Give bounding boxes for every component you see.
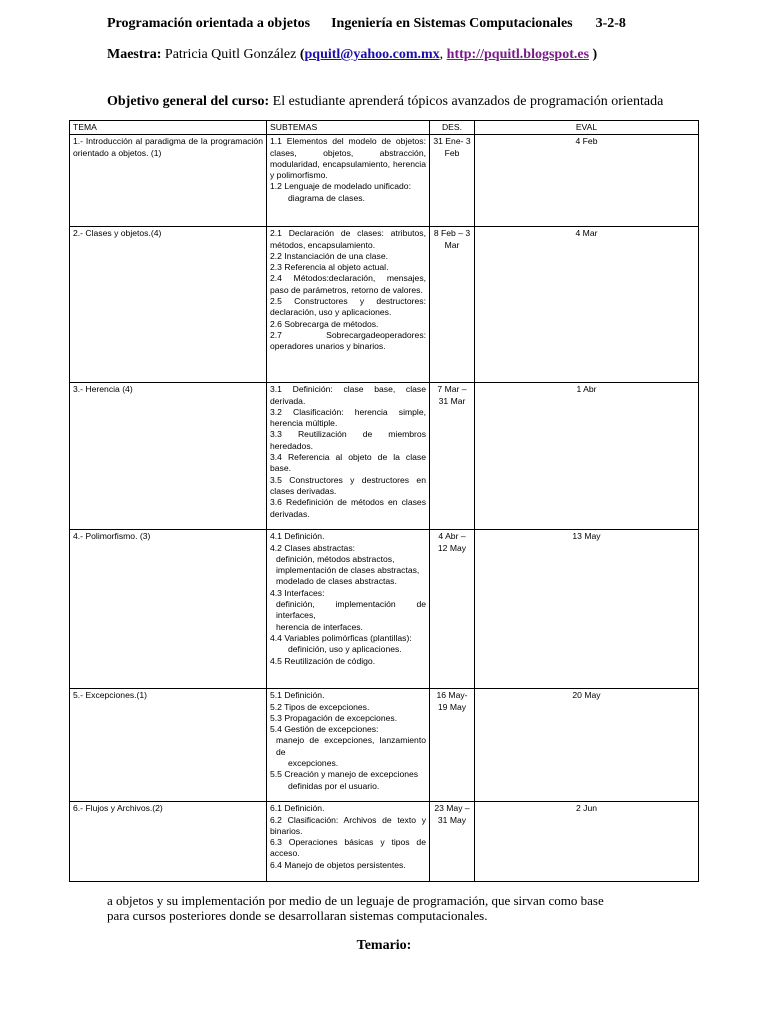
subtema-item: 5.4 Gestión de excepciones: <box>270 724 379 735</box>
teacher-line: Maestra: Patricia Quitl González (pquitl@yahoo.com.mx, http://pquitl.blogspot.es ) <box>107 47 598 62</box>
row-eval: 13 May <box>475 530 699 689</box>
objective-text-start: El estudiante aprenderá tópicos avanzados de programación orientada <box>272 94 664 109</box>
subtema-item: manejo de excepciones, lanzamiento de <box>276 735 426 757</box>
email-link[interactable]: pquitl@yahoo.com.mx <box>304 47 440 62</box>
table-row <box>70 135 699 227</box>
row-eval: 20 May <box>475 689 699 802</box>
row-tema: 4.- Polimorfismo. (3) <box>70 530 267 689</box>
header-des: DES. <box>430 121 475 135</box>
subtema-item: 6.4 Manejo de objetos persistentes. <box>270 859 406 870</box>
subtema-item: 1.2 Lenguaje de modelado unificado: <box>270 181 411 192</box>
subtema-item: definidas por el usuario. <box>288 780 380 791</box>
subtema-item: 6.2 Clasificación: Archivos de texto y binarios. <box>270 814 426 836</box>
row-tema: 1.- Introducción al paradigma de la programación orientado a objetos. (1) <box>70 135 267 227</box>
subtema-item: 2.2 Instanciación de una clase. <box>270 250 389 261</box>
subtema-item: 2.1 Declaración de clases: atributos, métodos, encapsulamiento. <box>270 228 426 250</box>
subtema-item: 2.7 Sobrecargadeoperadores: operadores unarios y binarios. <box>270 329 426 352</box>
subtema-item: 4.4 Variables polimórficas (plantillas): <box>270 632 412 643</box>
subtema-item: definición, implementación de interfaces, <box>276 599 426 621</box>
table-row <box>70 802 699 882</box>
table-header-row <box>70 121 699 135</box>
row-eval: 2 Jun <box>475 802 699 882</box>
row-tema: 3.- Herencia (4) <box>70 383 267 530</box>
subtema-item: 3.1 Definición: clase base, clase derivada. <box>270 384 426 406</box>
subtema-item: 1.1 Elementos del modelo de objetos: clases, objetos, abstracción, modularidad, encapsulamiento, herencia y polimorfismo. <box>270 136 426 181</box>
row-des: 23 May – 31 May <box>430 802 475 882</box>
subtema-item: 3.4 Referencia al objeto de la clase base. <box>270 452 426 474</box>
subtema-item: 3.5 Constructores y destructores en clases derivadas. <box>270 474 426 496</box>
table-row <box>70 530 699 689</box>
row-des: 8 Feb – 3 Mar <box>430 227 475 383</box>
objective-line <box>107 94 663 110</box>
row-subtemas <box>267 530 430 689</box>
objective-text-line: para cursos posteriores donde se desarrollaran sistemas computacionales. <box>107 908 488 923</box>
subtema-item: 5.3 Propagación de excepciones. <box>270 712 398 723</box>
subtema-item: 3.6 Redefinición de métodos en clases derivadas. <box>270 497 426 519</box>
course-schedule-table <box>69 120 699 882</box>
header-subtemas: SUBTEMAS <box>267 121 430 135</box>
objective-continuation <box>107 893 691 923</box>
career-name: Ingeniería en Sistemas Computacionales <box>331 16 573 31</box>
objective-label: Objetivo general del curso: <box>107 94 270 109</box>
subtema-item: modelado de clases abstractas. <box>276 576 397 587</box>
row-subtemas <box>267 383 430 530</box>
header-tema: TEMA <box>70 121 267 135</box>
subtema-item: 3.2 Clasificación: herencia simple, herencia múltiple. <box>270 406 426 429</box>
table-row <box>70 227 699 383</box>
subtema-item: 2.6 Sobrecarga de métodos. <box>270 318 379 329</box>
subtema-item: definición, uso y aplicaciones. <box>288 644 402 655</box>
table-row <box>70 689 699 802</box>
subtema-item: 4.3 Interfaces: <box>270 587 325 598</box>
subtema-item: 4.2 Clases abstractas: <box>270 542 356 553</box>
table-row <box>70 383 699 530</box>
subtema-item: 2.4 Métodos:declaración, mensajes, paso de parámetros, retorno de valores. <box>270 273 426 295</box>
row-eval: 4 Feb <box>475 135 699 227</box>
subtema-item: herencia de interfaces. <box>276 621 363 632</box>
subtema-item: 5.2 Tipos de excepciones. <box>270 701 370 712</box>
row-tema: 6.- Flujos y Archivos.(2) <box>70 802 267 882</box>
teacher-name: Patricia Quitl González <box>164 47 297 62</box>
row-subtemas <box>267 802 430 882</box>
course-credits: 3-2-8 <box>595 16 626 31</box>
subtema-item: 3.3 Reutilización de miembros heredados. <box>270 429 426 451</box>
row-subtemas <box>267 689 430 802</box>
row-subtemas <box>267 135 430 227</box>
row-tema: 2.- Clases y objetos.(4) <box>70 227 267 383</box>
subtema-item: 4.5 Reutilización de código. <box>270 655 376 666</box>
subtema-item: diagrama de clases. <box>288 192 365 203</box>
subtema-item: 5.1 Definición. <box>270 690 325 701</box>
subtema-item: 6.1 Definición. <box>270 803 325 814</box>
blog-link[interactable]: http://pquitl.blogspot.es <box>446 47 590 62</box>
subtema-item: 6.3 Operaciones básicas y tipos de acceso. <box>270 837 426 859</box>
subtema-item: 4.1 Definición. <box>270 531 325 542</box>
subtema-item: 2.3 Referencia al objeto actual. <box>270 262 389 273</box>
objective-text-line: a objetos y su implementación por medio de un leguaje de programación, que sirvan como base <box>107 893 604 908</box>
row-des: 31 Ene- 3 Feb <box>430 135 475 227</box>
header-eval: EVAL <box>475 121 699 135</box>
course-name: Programación orientada a objetos <box>107 16 311 31</box>
subtema-item: implementación de clases abstractas, <box>276 565 420 576</box>
subtema-item: 5.5 Creación y manejo de excepciones <box>270 769 419 780</box>
row-des: 16 May- 19 May <box>430 689 475 802</box>
teacher-label: Maestra: <box>107 47 162 62</box>
row-des: 7 Mar – 31 Mar <box>430 383 475 530</box>
row-subtemas <box>267 227 430 383</box>
course-header-line <box>107 16 626 32</box>
temario-heading: Temario: <box>356 938 412 953</box>
row-eval: 1 Abr <box>475 383 699 530</box>
subtema-item: excepciones. <box>288 758 339 769</box>
subtema-item: definición, métodos abstractos, <box>276 553 395 564</box>
subtema-item: 2.5 Constructores y destructores: declaración, uso y aplicaciones. <box>270 296 426 318</box>
row-eval: 4 Mar <box>475 227 699 383</box>
row-des: 4 Abr – 12 May <box>430 530 475 689</box>
row-tema: 5.- Excepciones.(1) <box>70 689 267 802</box>
